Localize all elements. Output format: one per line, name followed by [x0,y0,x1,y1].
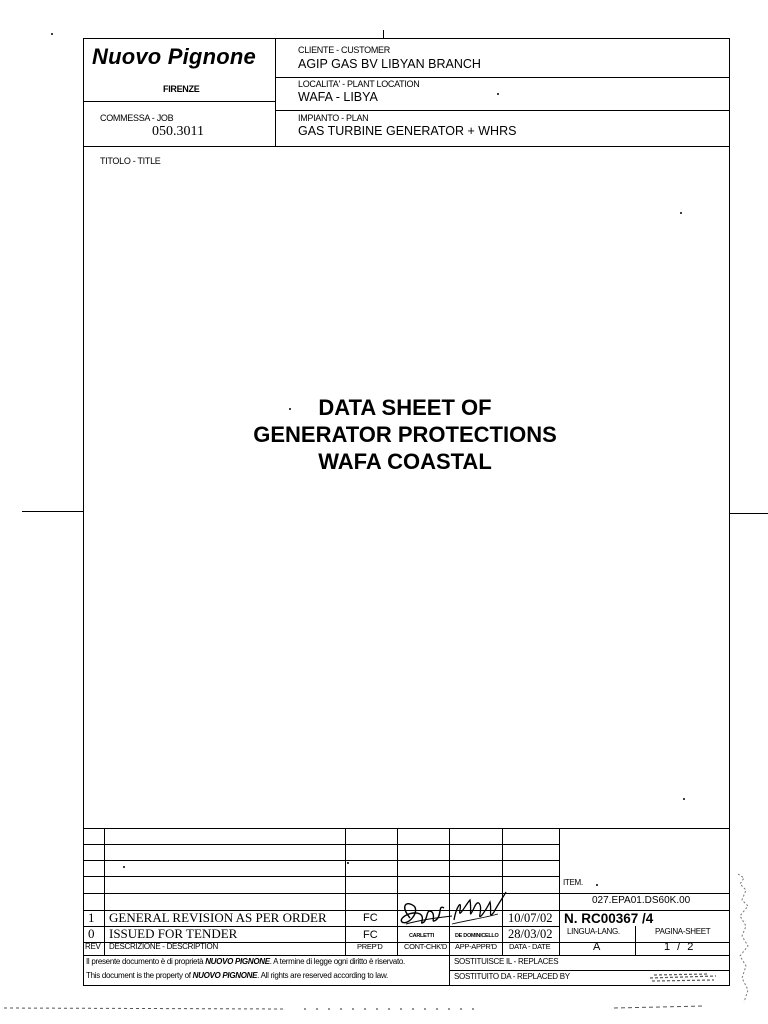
header-col-divider [275,38,276,146]
col-header-rev: REV [85,942,101,951]
signature-checked [396,896,456,932]
scan-speck [123,866,125,868]
col-header-description: DESCRIZIONE - DESCRIPTION [109,942,218,951]
col-header-date: DATA - DATE [509,942,551,951]
stamp-approved-name: DE DOMINICELLO [455,933,499,939]
rev-row-line [83,860,559,861]
logo-divider [83,101,275,102]
replaces-label: SOSTITUISCE IL - REPLACES [454,957,559,966]
scan-speck [289,408,291,410]
property-notice-it-prefix: Il presente documento è di proprietà [86,957,206,966]
job-value: 050.3011 [152,124,204,139]
rev-col-line [559,828,560,955]
location-divider [275,110,730,111]
scan-speck [51,33,53,35]
sheet-label: PAGINA-SHEET [655,927,711,936]
city-label: FIRENZE [163,84,200,94]
rev-0-date: 28/03/02 [508,927,553,941]
sheet-value: 1 / 2 [664,941,696,953]
rev-row-line [83,876,559,877]
item-value: 027.EPA01.DS60K.00 [592,895,691,906]
col-header-checked: CONT-CHK'D [404,942,448,951]
title-line-3: WAFA COASTAL [318,449,492,474]
rev-1-date: 10/07/02 [508,911,553,925]
company-logo: Nuovo Pignone [92,44,256,69]
property-notice-en-suffix: . All rights are reserved according to law. [257,971,388,980]
job-label: COMMESSA - JOB [100,113,174,123]
property-notice-it [86,957,405,966]
property-notice-en [86,971,388,980]
stamp-smudge [648,971,718,985]
customer-value: AGIP GAS BV LIBYAN BRANCH [298,57,481,71]
item-col-line [635,926,636,955]
plant-label: IMPIANTO - PLAN [298,113,369,123]
property-notice-it-brand: NUOVO PIGNONE [205,957,270,966]
col-header-prepared: PREP'D [357,942,383,951]
rev-0-number: 0 [88,926,95,941]
rev-col-line [397,828,398,955]
item-label: ITEM. [563,878,583,887]
customer-divider [275,77,730,78]
rev-1-description: GENERAL REVISION AS PER ORDER [109,910,327,925]
rev-col-line [345,828,346,955]
rev-1-number: 1 [88,910,95,925]
document-number: N. RC00367 /4 [564,911,654,926]
bottom-edge-noise [4,1002,744,1016]
header-divider [83,146,730,147]
rev-1-prepared: FC [363,912,378,924]
customer-label: CLIENTE - CUSTOMER [298,45,390,55]
stamp-checked-name: CARLETTI [409,933,434,939]
property-notice-en-brand: NUOVO PIGNONE [192,971,258,980]
right-fold-mark [730,513,768,514]
rev-row-line [83,844,559,845]
rev-table-top [83,828,730,829]
property-notice-en-prefix: This document is the property of [86,971,193,980]
rev-header-line [83,955,730,956]
title-line-1: DATA SHEET OF [318,395,492,420]
title-line-2: GENERATOR PROTECTIONS [253,422,557,447]
plant-value: GAS TURBINE GENERATOR + WHRS [298,124,517,138]
location-value: WAFA - LIBYA [298,90,378,104]
language-label: LINGUA-LANG. [567,927,620,936]
language-value: A [593,941,601,953]
signature-approved [448,890,508,930]
scan-speck [347,862,349,864]
col-header-approved: APP-APPR'D [455,942,497,951]
replaced-by-label: SOSTITUITO DA - REPLACED BY [454,972,570,981]
rev-0-description: ISSUED FOR TENDER [109,926,238,941]
document-title [200,394,610,475]
edge-noise [734,870,764,1010]
property-notice-it-suffix: . A termine di legge ogni diritto è riservato. [269,957,405,966]
rev-row-line [83,893,730,894]
rev-col-line [104,828,105,955]
left-fold-mark [22,511,83,512]
title-label: TITOLO - TITLE [100,156,161,166]
location-label: LOCALITA' - PLANT LOCATION [298,79,420,89]
rev-0-prepared: FC [363,929,378,941]
